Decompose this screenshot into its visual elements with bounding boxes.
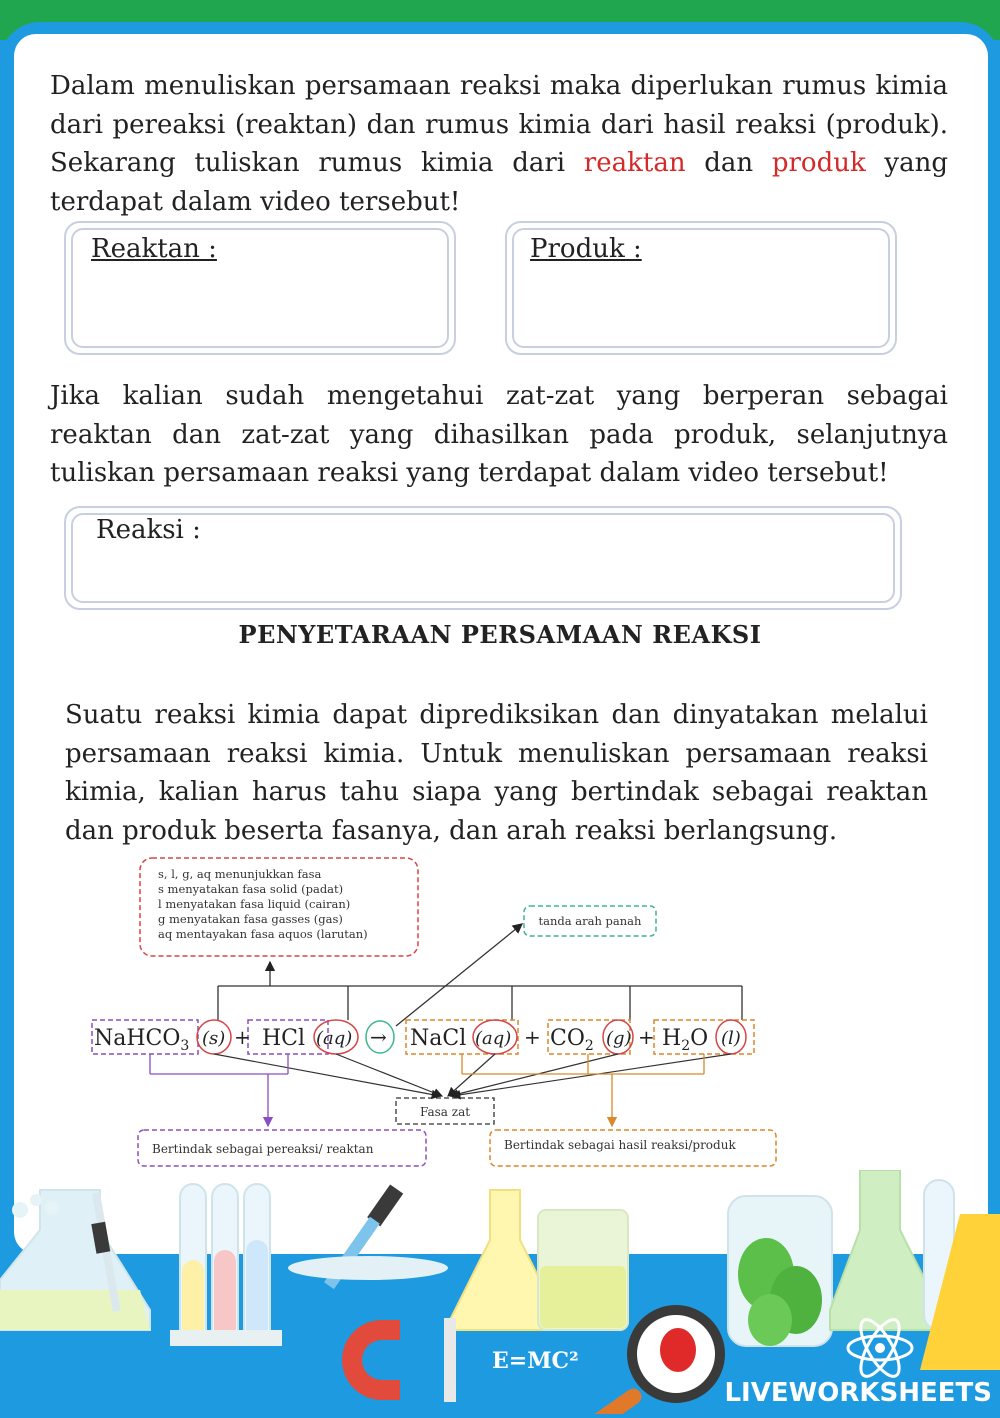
reactant-note-text: Bertindak sebagai pereaksi/ reaktan [152,1142,374,1156]
formula-h2o: $H_2O$ [662,1026,709,1054]
phase-aq-product: (aq) [475,1028,512,1049]
instruction-paragraph: Jika kalian sudah mengetahui zat-zat yang berperan sebagai reaktan dan zat-zat yang dihasilkan pada produk, selanjutnya tuliskan persamaan reaksi yang terdapat dalam video tersebut! [50,381,948,488]
reaction-diagram [78,848,784,1170]
phase-s: (s) [202,1028,226,1049]
intro-text-1: Dalam menuliskan persamaan reaksi maka diperlukan rumus kimia dari pereaksi (reaktan) dan rumus kimia dari hasil reaksi (produk). Sekarang tuliskan rumus kimia dari [50,71,948,178]
ladybug-icon [660,1328,696,1372]
phase-aq-reactant: (aq) [316,1028,353,1049]
reaction-arrow: → [370,1025,387,1049]
plus-sign: + [524,1025,541,1049]
product-note-text: Bertindak sebagai hasil reaksi/produk [504,1138,736,1152]
phase-note-line: g menyatakan fasa gasses (gas) [158,912,343,926]
produk-keyword: produk [771,148,866,178]
formula-co2: $CO_2$ [550,1026,594,1054]
formula-nacl: NaCl [410,1026,467,1051]
intro-paragraph [50,67,948,221]
reaktan-keyword: reaktan [583,148,686,178]
phase-note-line: s, l, g, aq menunjukkan fasa [158,867,322,881]
reaktan-label: Reaktan : [91,234,217,264]
plus-sign: + [234,1025,251,1049]
phase-note-line: s menyatakan fasa solid (padat) [158,882,344,896]
arrow-note-text: tanda arah panah [538,914,642,928]
reaksi-label: Reaksi : [96,515,201,545]
intro-text-middle: dan [685,148,772,178]
phase-l: (l) [721,1028,741,1049]
section-paragraph: Suatu reaksi kimia dapat diprediksikan dan dinyatakan melalui persamaan reaksi kimia. Untuk menuliskan persamaan reaksi kimia, kalian harus tahu siapa yang bertindak sebagai reaktan dan produk beserta fasanya, dan arah reaksi berlangsung. [65,700,928,846]
intro-text-2: yang terdapat dalam video tersebut! [50,148,949,217]
fasa-zat-label: Fasa zat [419,1105,471,1119]
reaction-diagram-svg [78,848,784,1170]
phase-note-line: l menyatakan fasa liquid (cairan) [158,897,351,911]
formula-nahco3: NaHCO$_3$ [94,1026,190,1054]
phase-note-line: aq mentayakan fasa aquos (larutan) [158,927,368,941]
produk-label: Produk : [530,234,642,264]
section-title: PENYETARAAN PERSAMAAN REAKSI [238,620,762,649]
liveworksheets-watermark: LIVEWORKSHEETS [724,1378,992,1408]
plus-sign: + [638,1025,655,1049]
emc-formula: E=MC² [492,1348,579,1374]
phase-g: (g) [606,1028,632,1049]
formula-hcl: HCl [262,1026,306,1051]
